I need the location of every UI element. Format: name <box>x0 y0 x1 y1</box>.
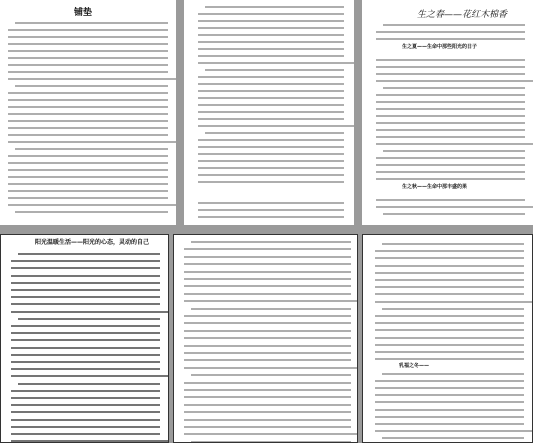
text-line <box>198 13 344 15</box>
text-line <box>375 337 524 339</box>
text-line <box>11 275 160 277</box>
text-line <box>11 433 160 435</box>
text-line <box>184 359 351 361</box>
text-line <box>184 330 351 332</box>
text-line <box>8 204 176 206</box>
text-line <box>198 111 344 113</box>
text-line <box>383 150 525 152</box>
text-line <box>11 397 160 399</box>
text-line <box>198 118 344 120</box>
text-line <box>205 69 344 71</box>
text-line <box>376 115 525 117</box>
text-line <box>198 216 344 218</box>
text-line <box>198 90 344 92</box>
text-line <box>11 282 160 284</box>
text-line <box>375 257 524 259</box>
text-line <box>11 289 160 291</box>
text-line <box>8 64 168 66</box>
text-line <box>198 76 344 78</box>
text-line <box>8 169 168 171</box>
text-line <box>376 108 525 110</box>
text-line <box>184 248 351 250</box>
text-line <box>375 430 533 432</box>
text-line <box>11 375 169 377</box>
text-line <box>375 351 524 353</box>
text-line <box>198 167 344 169</box>
text-line <box>184 389 351 391</box>
text-line <box>184 382 351 384</box>
text-line <box>375 301 533 303</box>
text-line <box>8 57 168 59</box>
text-line <box>382 373 524 375</box>
text-line <box>205 132 344 134</box>
text-line <box>15 22 168 24</box>
text-line <box>376 206 533 208</box>
text-line <box>184 256 351 258</box>
text-line <box>198 125 354 127</box>
text-line <box>184 300 358 302</box>
text-line <box>198 27 344 29</box>
text-line <box>375 409 524 411</box>
text-line <box>184 404 351 406</box>
text-line <box>11 404 160 406</box>
text-line <box>376 122 525 124</box>
text-line <box>198 146 344 148</box>
section-heading: 生之春——花红木棉香 <box>417 10 508 20</box>
document-page-1 <box>0 0 176 225</box>
text-line <box>375 265 524 267</box>
text-line <box>375 387 524 389</box>
text-line <box>376 94 525 96</box>
text-line <box>376 164 525 166</box>
page-heading: 阳光温暖生活——阳光的心态，灵动的自己 <box>35 239 150 246</box>
text-line <box>376 157 525 159</box>
text-line <box>375 272 524 274</box>
text-line <box>8 155 168 157</box>
text-line <box>198 62 354 64</box>
text-line <box>376 66 525 68</box>
text-line <box>184 367 358 369</box>
text-line <box>8 99 168 101</box>
page-heading: 铺垫 <box>74 8 93 18</box>
text-line <box>383 213 525 215</box>
text-line <box>198 174 344 176</box>
text-line <box>8 190 168 192</box>
text-line <box>376 199 525 201</box>
text-line <box>11 260 160 262</box>
text-line <box>11 440 169 442</box>
text-line <box>11 311 169 313</box>
text-line <box>184 263 351 265</box>
text-line <box>375 293 524 295</box>
text-line <box>11 419 160 421</box>
text-line <box>375 329 524 331</box>
section-heading: 生之夏——生命中那些阳光的日子 <box>402 44 478 50</box>
text-line <box>198 41 344 43</box>
text-line <box>376 31 525 33</box>
text-line <box>376 171 525 173</box>
text-line <box>382 243 524 245</box>
text-line <box>198 48 344 50</box>
text-line <box>375 401 524 403</box>
text-line <box>376 101 525 103</box>
text-line <box>184 352 351 354</box>
text-line <box>11 368 160 370</box>
text-line <box>376 59 525 61</box>
text-line <box>184 285 351 287</box>
text-line <box>191 308 351 310</box>
text-line <box>382 308 524 310</box>
text-line <box>18 253 160 255</box>
text-line <box>8 162 168 164</box>
document-page-4 <box>0 234 169 443</box>
text-line <box>11 303 160 305</box>
text-line <box>8 71 168 73</box>
document-page-2 <box>184 0 354 225</box>
text-line <box>8 176 168 178</box>
text-line <box>11 347 160 349</box>
text-line <box>198 97 344 99</box>
text-line <box>11 267 160 269</box>
text-line <box>375 315 524 317</box>
text-line <box>376 38 525 40</box>
text-line <box>15 148 168 150</box>
text-line <box>198 139 344 141</box>
text-line <box>11 361 160 363</box>
text-line <box>8 127 168 129</box>
text-line <box>184 419 351 421</box>
text-line <box>11 390 160 392</box>
text-line <box>184 322 351 324</box>
text-line <box>8 113 168 115</box>
text-line <box>205 6 344 8</box>
document-page-3 <box>362 0 533 225</box>
text-line <box>8 120 168 122</box>
text-line <box>375 279 524 281</box>
text-line <box>198 55 344 57</box>
text-line <box>11 339 160 341</box>
text-line <box>198 160 344 162</box>
text-line <box>8 43 168 45</box>
text-line <box>376 178 525 180</box>
text-line <box>198 209 344 211</box>
text-line <box>375 416 524 418</box>
section-heading: 乳福之冬—— <box>399 363 430 369</box>
text-line <box>184 278 351 280</box>
text-line <box>198 34 344 36</box>
text-line <box>191 441 351 443</box>
text-line <box>375 423 524 425</box>
text-line <box>184 426 351 428</box>
text-line <box>198 20 344 22</box>
text-line <box>382 437 524 439</box>
text-line <box>8 197 168 199</box>
text-line <box>375 394 524 396</box>
text-line <box>8 134 168 136</box>
text-line <box>375 380 524 382</box>
text-line <box>184 293 351 295</box>
text-line <box>376 143 533 145</box>
text-line <box>184 271 351 273</box>
text-line <box>8 36 168 38</box>
text-line <box>184 315 351 317</box>
text-line <box>8 92 168 94</box>
text-line <box>8 106 168 108</box>
text-line <box>376 129 525 131</box>
text-line <box>376 136 525 138</box>
text-line <box>198 153 344 155</box>
text-line <box>198 202 344 204</box>
text-line <box>191 241 351 243</box>
text-line <box>15 85 168 87</box>
text-line <box>375 286 524 288</box>
text-line <box>184 345 351 347</box>
text-line <box>15 211 168 213</box>
text-line <box>8 50 168 52</box>
text-line <box>11 296 160 298</box>
text-line <box>184 433 358 435</box>
text-line <box>8 183 168 185</box>
text-line <box>375 322 524 324</box>
text-line <box>198 83 344 85</box>
text-line <box>375 344 524 346</box>
document-page-5 <box>173 234 358 443</box>
text-line <box>375 250 524 252</box>
text-line <box>376 80 533 82</box>
text-line <box>11 411 160 413</box>
text-line <box>11 325 160 327</box>
text-line <box>383 24 525 26</box>
text-line <box>8 29 168 31</box>
text-line <box>184 411 351 413</box>
text-line <box>11 426 160 428</box>
text-line <box>198 181 344 183</box>
text-line <box>11 332 160 334</box>
text-line <box>198 104 344 106</box>
text-line <box>383 87 525 89</box>
section-heading: 生之秋——生命中那丰盛的果 <box>402 184 468 190</box>
text-line <box>11 354 160 356</box>
document-page-6 <box>362 234 533 443</box>
text-line <box>191 374 351 376</box>
text-line <box>8 78 176 80</box>
text-line <box>375 358 524 360</box>
text-line <box>18 318 160 320</box>
text-line <box>184 337 351 339</box>
text-line <box>8 141 176 143</box>
text-line <box>18 383 160 385</box>
text-line <box>184 396 351 398</box>
text-line <box>376 73 525 75</box>
